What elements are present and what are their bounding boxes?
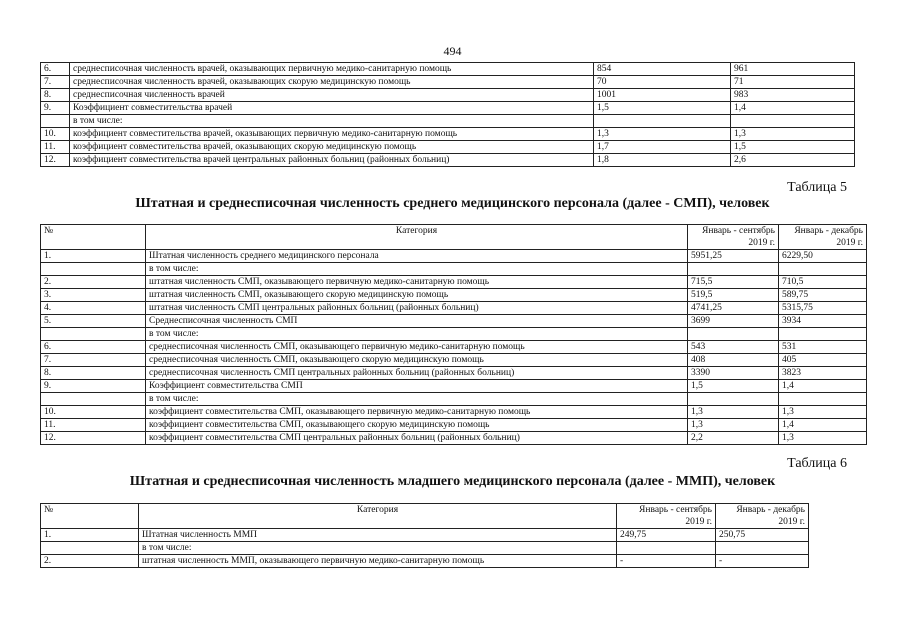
table-row — [41, 380, 867, 393]
row-value-period-2: 250,75 — [716, 529, 809, 542]
row-category: среднесписочная численность врачей — [70, 89, 594, 102]
row-value-period-1: 2,2 — [688, 432, 779, 445]
row-value-period-2: 2,6 — [731, 154, 855, 167]
row-number: 10. — [41, 128, 70, 141]
row-value-period-1 — [594, 115, 731, 128]
table-row — [41, 128, 855, 141]
row-category: коэффициент совместительства СМП центральных районных больниц (районных больниц) — [146, 432, 688, 445]
table-row — [41, 263, 867, 276]
table-row — [41, 555, 809, 568]
row-value-period-1 — [617, 542, 716, 555]
table-row — [41, 328, 867, 341]
col-header-category: Категория — [139, 504, 617, 529]
row-value-period-2: 71 — [731, 76, 855, 89]
row-category: Среднесписочная численность СМП — [146, 315, 688, 328]
col-header-period-1: Январь - сентябрь 2019 г. — [688, 225, 779, 250]
row-category: в том числе: — [146, 263, 688, 276]
table-row — [41, 393, 867, 406]
row-category: Коэффициент совместительства СМП — [146, 380, 688, 393]
row-number: 11. — [41, 419, 146, 432]
table-row — [41, 102, 855, 115]
row-value-period-1: 3699 — [688, 315, 779, 328]
row-category: коэффициент совместительства врачей центральных районных больниц (районных больниц) — [70, 154, 594, 167]
row-category: в том числе: — [146, 393, 688, 406]
row-value-period-2: 1,3 — [779, 432, 867, 445]
row-value-period-2: 405 — [779, 354, 867, 367]
row-value-period-1: 5951,25 — [688, 250, 779, 263]
table-row — [41, 63, 855, 76]
col-header-period-2: Январь - декабрь 2019 г. — [779, 225, 867, 250]
row-value-period-2: 1,5 — [731, 141, 855, 154]
row-category: в том числе: — [70, 115, 594, 128]
row-category: коэффициент совместительства врачей, оказывающих скорую медицинскую помощь — [70, 141, 594, 154]
row-value-period-1 — [688, 328, 779, 341]
row-value-period-1 — [688, 393, 779, 406]
row-value-period-2: 1,3 — [779, 406, 867, 419]
row-number: 2. — [41, 276, 146, 289]
table-6 — [40, 503, 809, 568]
row-value-period-2: 1,4 — [779, 419, 867, 432]
row-category: среднесписочная численность врачей, оказывающих первичную медико-санитарную помощь — [70, 63, 594, 76]
row-value-period-2: 5315,75 — [779, 302, 867, 315]
row-category: Коэффициент совместительства врачей — [70, 102, 594, 115]
table-row — [41, 276, 867, 289]
table-row — [41, 250, 867, 263]
row-category: Штатная численность ММП — [139, 529, 617, 542]
row-value-period-2 — [779, 328, 867, 341]
row-value-period-1: 1,8 — [594, 154, 731, 167]
row-number: 9. — [41, 380, 146, 393]
row-value-period-1: 1,5 — [594, 102, 731, 115]
row-value-period-1: 1,3 — [688, 406, 779, 419]
table-doctors-continued — [40, 62, 855, 167]
row-value-period-1 — [688, 263, 779, 276]
row-value-period-1: 1,3 — [594, 128, 731, 141]
row-value-period-2: 961 — [731, 63, 855, 76]
row-number: 1. — [41, 250, 146, 263]
row-category: среднесписочная численность СМП центральных районных больниц (районных больниц) — [146, 367, 688, 380]
row-category: коэффициент совместительства СМП, оказывающего первичную медико-санитарную помощь — [146, 406, 688, 419]
row-value-period-2: 3823 — [779, 367, 867, 380]
row-number — [41, 542, 139, 555]
row-value-period-2: 1,4 — [731, 102, 855, 115]
row-value-period-2 — [716, 542, 809, 555]
row-value-period-2: 710,5 — [779, 276, 867, 289]
col-header-num: № — [41, 504, 139, 529]
row-value-period-2: 1,4 — [779, 380, 867, 393]
page-number: 494 — [443, 44, 462, 58]
row-value-period-1: 70 — [594, 76, 731, 89]
row-category: среднесписочная численность СМП, оказывающего первичную медико-санитарную помощь — [146, 341, 688, 354]
row-value-period-1: 854 — [594, 63, 731, 76]
row-value-period-1: 1,7 — [594, 141, 731, 154]
row-number: 6. — [41, 63, 70, 76]
table-5-title: Штатная и среднесписочная численность среднего медицинского персонала (далее - СМП), человек — [135, 196, 770, 211]
row-number: 8. — [41, 367, 146, 380]
row-value-period-2 — [779, 393, 867, 406]
row-value-period-1: 408 — [688, 354, 779, 367]
table-5-label: Таблица 5 — [787, 180, 847, 195]
row-number: 7. — [41, 354, 146, 367]
row-number: 12. — [41, 154, 70, 167]
row-value-period-2: 531 — [779, 341, 867, 354]
row-number: 9. — [41, 102, 70, 115]
row-category: штатная численность СМП, оказывающего первичную медико-санитарную помощь — [146, 276, 688, 289]
row-number: 5. — [41, 315, 146, 328]
row-category: коэффициент совместительства СМП, оказывающего скорую медицинскую помощь — [146, 419, 688, 432]
table-row — [41, 315, 867, 328]
row-number: 7. — [41, 76, 70, 89]
row-number: 2. — [41, 555, 139, 568]
col-header-period-1: Январь - сентябрь 2019 г. — [617, 504, 716, 529]
row-number: 3. — [41, 289, 146, 302]
row-number: 8. — [41, 89, 70, 102]
row-category: штатная численность СМП центральных районных больниц (районных больниц) — [146, 302, 688, 315]
table-row — [41, 406, 867, 419]
row-number: 12. — [41, 432, 146, 445]
row-number: 10. — [41, 406, 146, 419]
table-row — [41, 432, 867, 445]
row-value-period-1: - — [617, 555, 716, 568]
table-row — [41, 302, 867, 315]
row-value-period-1: 543 — [688, 341, 779, 354]
row-value-period-1: 1,5 — [688, 380, 779, 393]
row-value-period-2 — [731, 115, 855, 128]
table-row — [41, 419, 867, 432]
row-number — [41, 328, 146, 341]
row-category: коэффициент совместительства врачей, оказывающих первичную медико-санитарную помощь — [70, 128, 594, 141]
row-category: среднесписочная численность СМП, оказывающего скорую медицинскую помощь — [146, 354, 688, 367]
row-category: среднесписочная численность врачей, оказывающих скорую медицинскую помощь — [70, 76, 594, 89]
table-6-label: Таблица 6 — [787, 456, 847, 471]
table-row — [41, 542, 809, 555]
table-row — [41, 154, 855, 167]
row-number — [41, 393, 146, 406]
table-row — [41, 89, 855, 102]
table-5 — [40, 224, 867, 445]
table-row — [41, 341, 867, 354]
table-row — [41, 289, 867, 302]
col-header-category: Категория — [146, 225, 688, 250]
row-value-period-1: 4741,25 — [688, 302, 779, 315]
row-number: 11. — [41, 141, 70, 154]
row-category: Штатная численность среднего медицинского персонала — [146, 250, 688, 263]
row-category: в том числе: — [139, 542, 617, 555]
row-value-period-2 — [779, 263, 867, 276]
table-row — [41, 76, 855, 89]
row-value-period-1: 249,75 — [617, 529, 716, 542]
table-header-row — [41, 504, 809, 529]
table-row — [41, 141, 855, 154]
row-number — [41, 263, 146, 276]
row-number: 1. — [41, 529, 139, 542]
row-number — [41, 115, 70, 128]
row-value-period-2: 6229,50 — [779, 250, 867, 263]
row-category: штатная численность ММП, оказывающего первичную медико-санитарную помощь — [139, 555, 617, 568]
row-value-period-2: 983 — [731, 89, 855, 102]
table-row — [41, 529, 809, 542]
row-value-period-2: 1,3 — [731, 128, 855, 141]
row-value-period-2: - — [716, 555, 809, 568]
col-header-num: № — [41, 225, 146, 250]
table-header-row — [41, 225, 867, 250]
table-row — [41, 354, 867, 367]
table-row — [41, 367, 867, 380]
row-value-period-1: 519,5 — [688, 289, 779, 302]
row-number: 6. — [41, 341, 146, 354]
row-category: в том числе: — [146, 328, 688, 341]
row-value-period-2: 3934 — [779, 315, 867, 328]
row-value-period-1: 715,5 — [688, 276, 779, 289]
table-row — [41, 115, 855, 128]
row-value-period-2: 589,75 — [779, 289, 867, 302]
row-value-period-1: 3390 — [688, 367, 779, 380]
row-category: штатная численность СМП, оказывающего скорую медицинскую помощь — [146, 289, 688, 302]
table-6-title: Штатная и среднесписочная численность младшего медицинского персонала (далее - ММП), человек — [129, 474, 776, 489]
col-header-period-2: Январь - декабрь 2019 г. — [716, 504, 809, 529]
row-value-period-1: 1001 — [594, 89, 731, 102]
row-number: 4. — [41, 302, 146, 315]
row-value-period-1: 1,3 — [688, 419, 779, 432]
